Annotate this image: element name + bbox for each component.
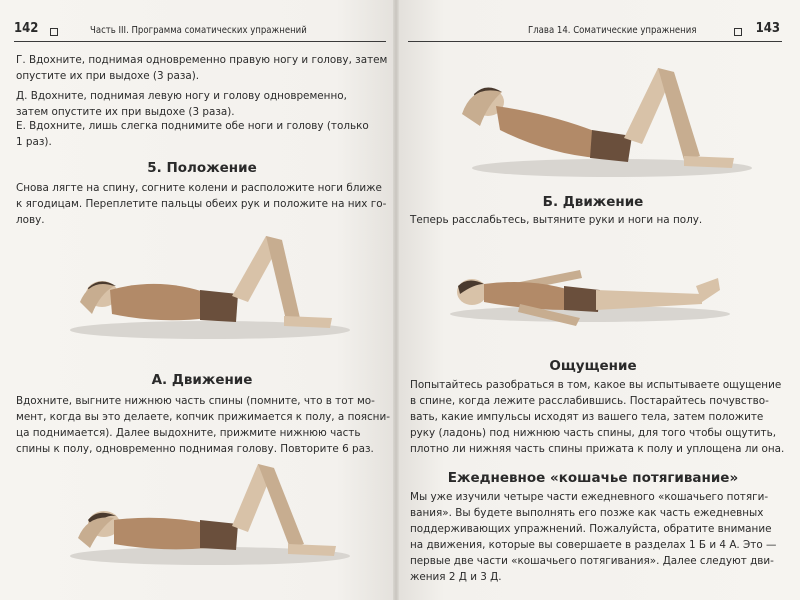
paragraph-g-line: опустите их при выдохе (3 раза).: [16, 70, 200, 82]
paragraph-e-line: Е. Вдохните, лишь слегка поднимите обе ноги и голову (только: [16, 120, 369, 132]
figure-lying-flat: [440, 256, 740, 336]
daily-line: жения 2 Д и 3 Д.: [410, 571, 502, 583]
figure-torso: [114, 518, 210, 550]
movement-b-line: Теперь расслабьтесь, вытяните руки и ноги на полу.: [410, 214, 703, 226]
header-square-icon: [50, 28, 58, 36]
sensation-line: вать, какие импульсы исходят из вашего тела, затем положите: [410, 411, 764, 423]
heading-daily-stretch: Ежедневное «кошачье потягивание»: [447, 470, 739, 486]
position-text-line: к ягодицам. Переплетите пальцы обеих рук и положите на них го-: [16, 198, 387, 210]
figure-shorts: [200, 290, 238, 322]
paragraph-d-line: затем опустите их при выдохе (3 раза).: [16, 106, 235, 118]
figure-shorts: [200, 520, 238, 550]
sensation-line: в спине, когда лежите расслабившись. Постарайтесь почувство-: [410, 395, 769, 407]
movement-a-text: [16, 393, 392, 457]
figure-foot: [684, 156, 734, 168]
movement-b-text: [410, 212, 786, 228]
figure-foot: [284, 316, 332, 328]
paragraph-g-line: Г. Вдохните, поднимая одновременно правую ногу и голову, затем: [16, 54, 388, 66]
daily-line: первые две части «кошачьего потягивания». Далее следуют дви-: [410, 555, 774, 567]
movement-a-line: Вдохните, выгните нижнюю часть спины (помните, что в тот мо-: [16, 395, 375, 407]
left-page-number: 142: [14, 21, 39, 36]
movement-a-line: мент, когда вы это делаете, копчик прижимается к полу, а поясни-: [16, 411, 390, 423]
figure-torso: [496, 106, 602, 158]
left-running-header: [14, 23, 386, 42]
daily-line: Мы уже изучили четыре части ежедневного «кошачьего потяги-: [410, 491, 769, 503]
figure-foot: [288, 544, 336, 556]
figure-shin: [266, 236, 300, 320]
daily-stretch-text: [410, 489, 796, 585]
figure-shorts: [564, 286, 600, 312]
figure-head-raised: [60, 458, 350, 568]
paragraph-d-line: Д. Вдохните, поднимая левую ногу и голову одновременно,: [16, 90, 347, 102]
figure-shin: [658, 68, 700, 160]
paragraph-d: [16, 88, 388, 120]
right-page-number: 143: [755, 21, 780, 36]
daily-line: вания». Вы будете выполнять его позже как часть ежедневных: [410, 507, 764, 519]
right-running-header: [408, 23, 782, 42]
movement-a-line: спины к полу, одновременно поднимая голову. Повторите 6 раз.: [16, 443, 374, 455]
heading-movement-a: А. Движение: [151, 372, 253, 388]
sensation-line: плотно ли нижняя часть спины прижата к полу и уплощена ли она.: [410, 443, 785, 455]
heading-movement-b: Б. Движение: [542, 194, 644, 210]
position-text-line: лову.: [16, 214, 45, 226]
left-header-title: Часть III. Программа соматических упражнений: [90, 25, 307, 36]
book-gutter: [393, 0, 399, 600]
sensation-line: Попытайтесь разобраться в том, какое вы испытываете ощущение: [410, 379, 782, 391]
figure-top-right: [452, 54, 752, 184]
daily-line: на движения, которые вы совершаете в разделах 1 Б и 4 А. Это —: [410, 539, 777, 551]
paragraph-e-line: 1 раз).: [16, 136, 52, 148]
sensation-text: [410, 377, 796, 457]
heading-position: 5. Положение: [147, 160, 257, 176]
position-text-line: Снова лягте на спину, согните колени и расположите ноги ближе: [16, 182, 382, 194]
movement-a-line: ца поднимается). Далее выдохните, прижмите нижнюю часть: [16, 427, 361, 439]
paragraph-e: [16, 118, 388, 150]
heading-sensation: Ощущение: [549, 358, 637, 374]
figure-knees-bent: [60, 232, 350, 342]
right-header-title: Глава 14. Соматические упражнения: [528, 25, 697, 36]
paragraph-g: [16, 52, 388, 84]
figure-legs: [596, 290, 702, 310]
sensation-line: руку (ладонь) под нижнюю часть спины, для того чтобы ощутить,: [410, 427, 776, 439]
position-text: [16, 180, 392, 228]
figure-shin: [258, 464, 304, 548]
daily-line: поддерживающих упражнений. Пожалуйста, обратите внимание: [410, 523, 772, 535]
figure-torso: [110, 284, 210, 320]
header-square-icon: [734, 28, 742, 36]
